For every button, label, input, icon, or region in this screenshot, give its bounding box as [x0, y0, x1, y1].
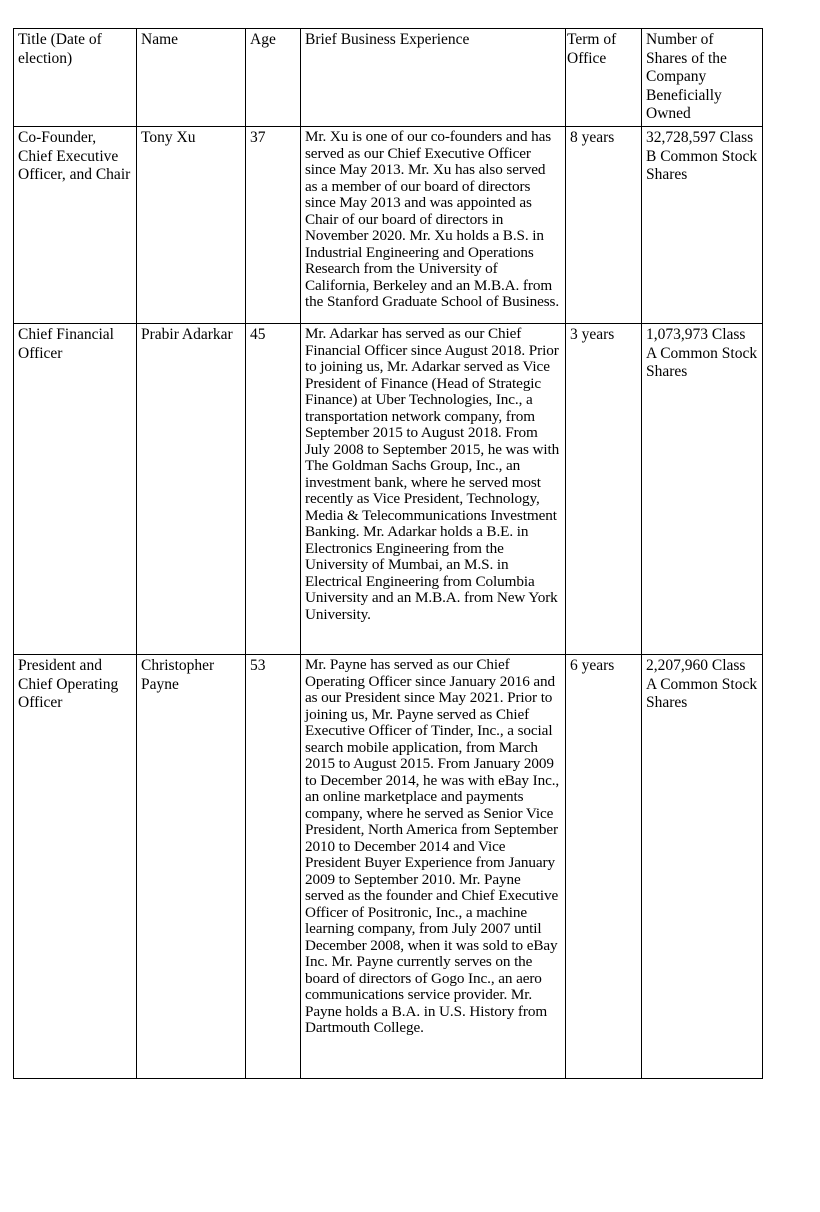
officer-term: 8 years: [566, 127, 642, 324]
officer-age: 37: [246, 127, 301, 324]
officer-title: President and Chief Operating Officer: [14, 655, 137, 1079]
officer-name: Tony Xu: [137, 127, 246, 324]
officer-shares: 2,207,960 Class A Common Stock Shares: [642, 655, 763, 1079]
officer-name: Prabir Adarkar: [137, 324, 246, 655]
officer-title: Chief Financial Officer: [14, 324, 137, 655]
table-header-row: [14, 29, 763, 127]
header-title: Title (Date of election): [14, 29, 137, 127]
officer-experience: Mr. Xu is one of our co-founders and has served as our Chief Executive Officer since May 2013. Mr. Xu has also served as a member of our board of directors since May 2013 and was appointed as Chair of our board of directors in November 2020. Mr. Xu holds a B.S. in Industrial Engineering and Operations Research from the University of California, Berkeley and an M.B.A. from the Stanford Graduate School of Business.: [301, 127, 566, 324]
officer-name: Christopher Payne: [137, 655, 246, 1079]
officer-age: 45: [246, 324, 301, 655]
officer-shares: 32,728,597 Class B Common Stock Shares: [642, 127, 763, 324]
table-row: [14, 127, 763, 324]
header-name: Name: [137, 29, 246, 127]
officer-experience: Mr. Payne has served as our Chief Operating Officer since January 2016 and as our President since May 2021. Prior to joining us, Mr. Payne served as Chief Executive Officer of Tinder, Inc., a social search mobile application, from March 2015 to August 2015. From January 2009 to December 2014, he was with eBay Inc., an online marketplace and payments company, where he served as Senior Vice President, North America from September 2010 to December 2014 and Vice President Buyer Experience from January 2009 to September 2010. Mr. Payne served as the founder and Chief Executive Officer of Positronic, Inc., a machine learning company, from July 2007 until December 2008, when it was sold to eBay Inc. Mr. Payne currently serves on the board of directors of Gogo Inc., an aero communications service provider. Mr. Payne holds a B.A. in U.S. History from Dartmouth College.: [301, 655, 566, 1079]
table-row: [14, 655, 763, 1079]
executive-officers-table: [13, 28, 763, 1079]
officer-experience: Mr. Adarkar has served as our Chief Financial Officer since August 2018. Prior to joining us, Mr. Adarkar served as Vice President of Finance (Head of Strategic Finance) at Uber Technologies, Inc., a transportation network company, from September 2015 to August 2018. From July 2008 to September 2015, he was with The Goldman Sachs Group, Inc., an investment bank, where he served most recently as Vice President, Technology, Media & Telecommunications Investment Banking. Mr. Adarkar holds a B.E. in Electronics Engineering from the University of Mumbai, an M.S. in Electrical Engineering from Columbia University and an M.B.A. from New York University.: [301, 324, 566, 655]
header-experience: Brief Business Experience: [301, 29, 566, 127]
officer-age: 53: [246, 655, 301, 1079]
header-term: Term of Office: [566, 29, 642, 127]
header-age: Age: [246, 29, 301, 127]
header-shares: Number of Shares of the Company Beneficially Owned: [642, 29, 763, 127]
officer-title: Co-Founder, Chief Executive Officer, and Chair: [14, 127, 137, 324]
officer-term: 3 years: [566, 324, 642, 655]
table-row: [14, 324, 763, 655]
officer-shares: 1,073,973 Class A Common Stock Shares: [642, 324, 763, 655]
officer-term: 6 years: [566, 655, 642, 1079]
